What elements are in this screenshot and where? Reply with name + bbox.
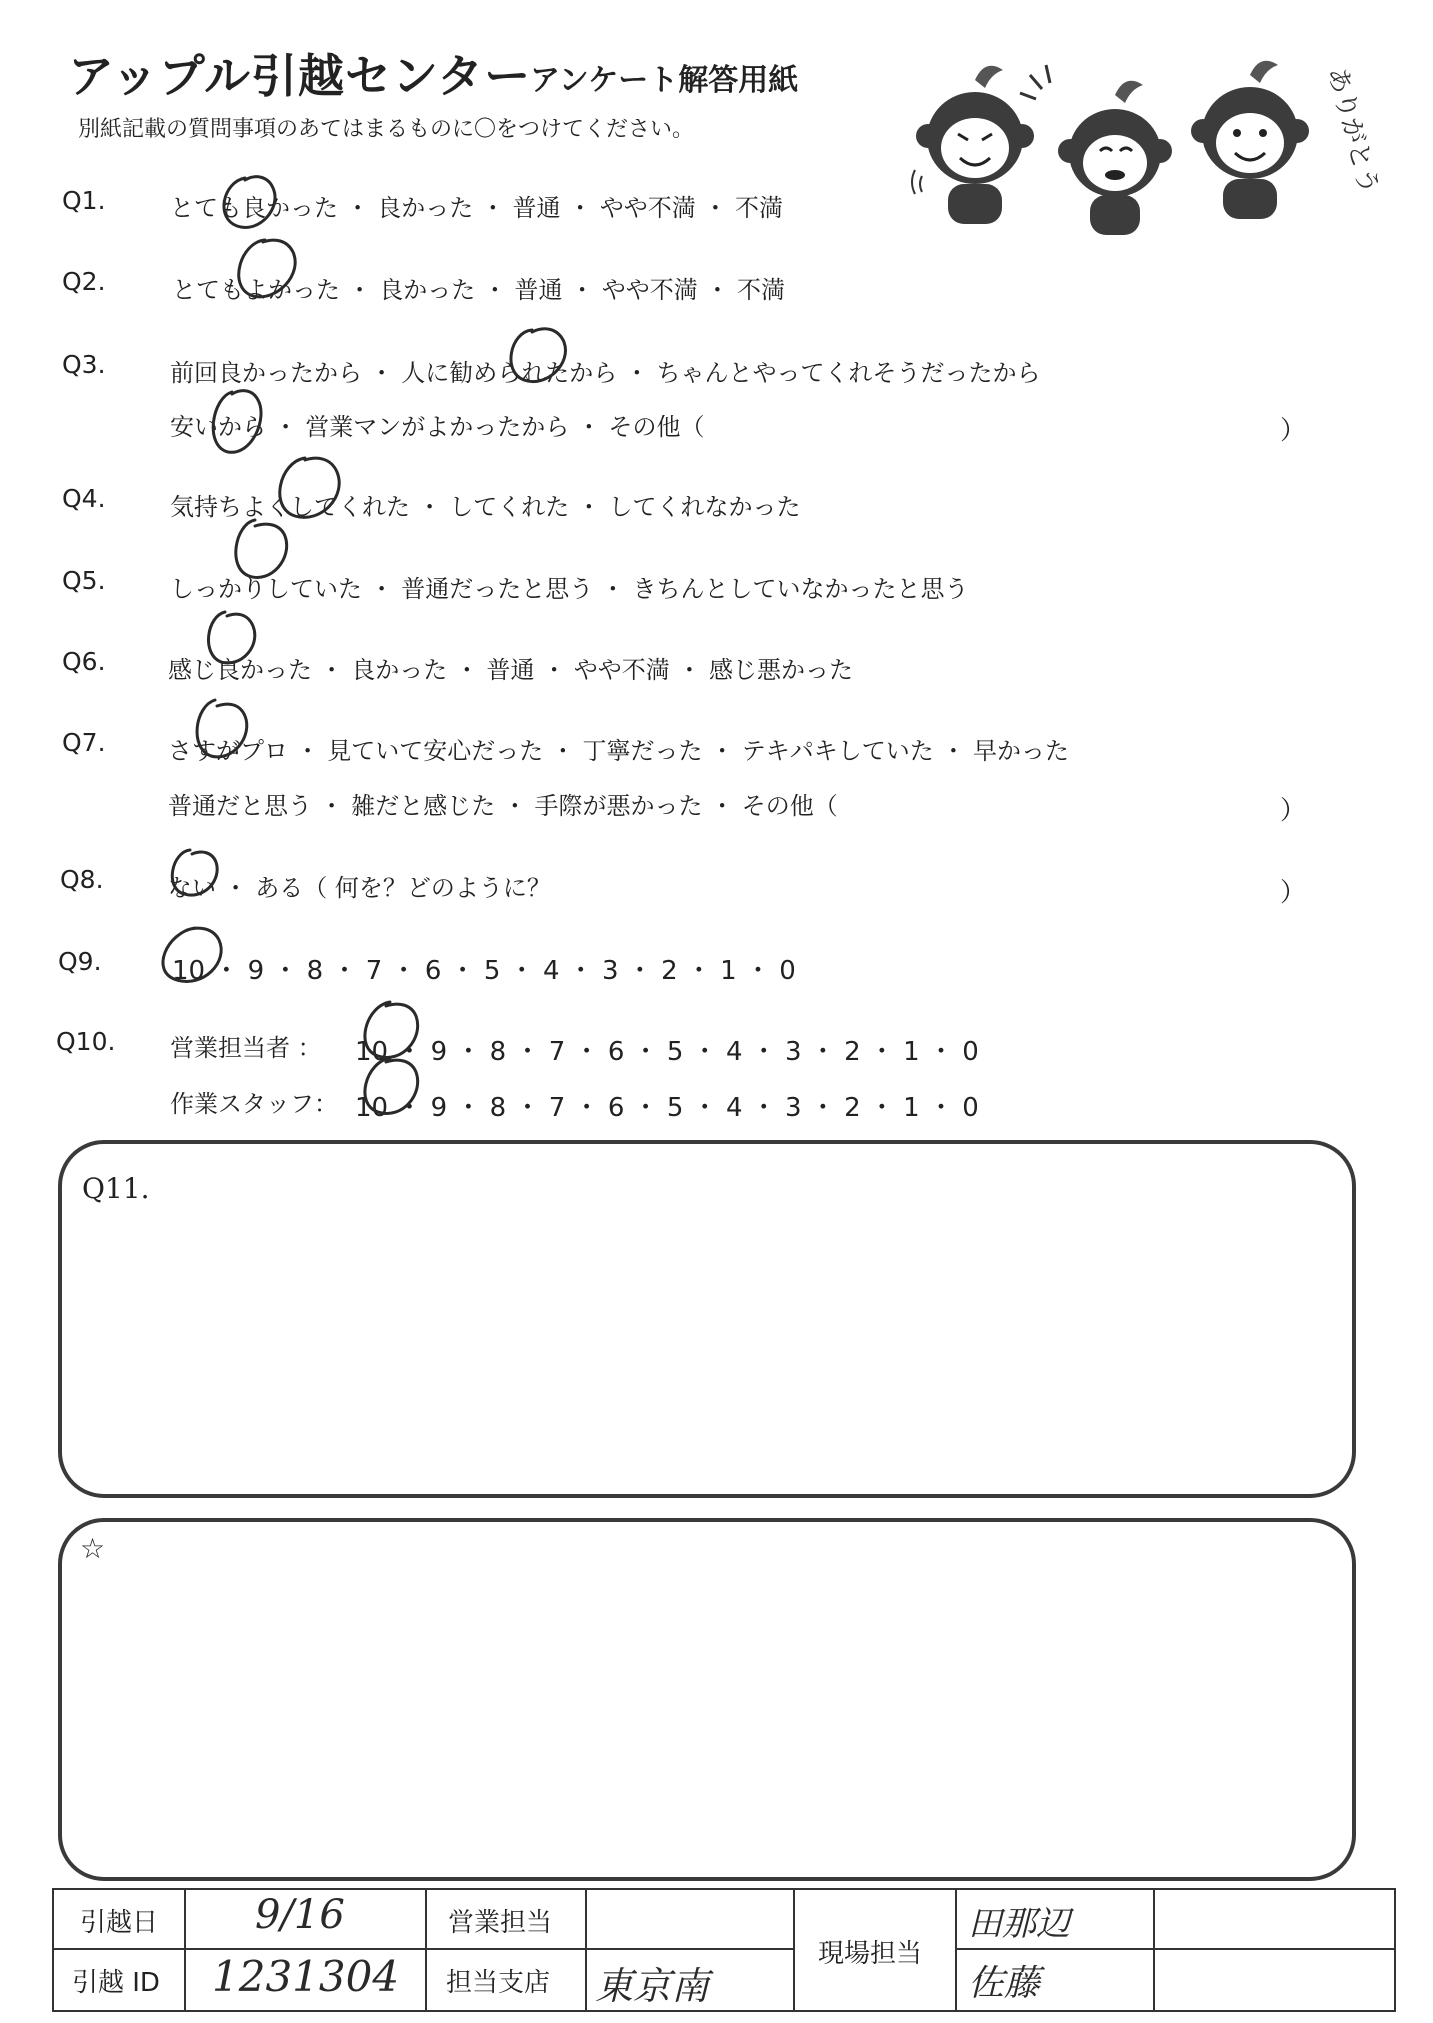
- q4-options[interactable]: 気持ちよくしてくれた ・ してくれた ・ してくれなかった: [170, 493, 801, 521]
- q7-options[interactable]: さすがプロ ・ 見ていて安心だった ・ 丁寧だった ・ テキパキしていた ・ 早かった: [168, 737, 1070, 765]
- q7-close-paren: ）: [1280, 796, 1307, 826]
- move-date-value[interactable]: 9/16: [255, 1892, 345, 1938]
- q2-options[interactable]: とてもよかった ・ 良かった ・ 普通 ・ やや不満 ・ 不満: [172, 276, 786, 304]
- q3-answer-circle: [511, 329, 566, 382]
- q3-close-paren: ）: [1280, 416, 1307, 446]
- q4-answer-circle: [280, 458, 339, 517]
- q10-sales-label: 営業担当者 ：: [170, 1034, 322, 1062]
- form-title: アンケート解答用紙: [530, 63, 799, 98]
- q3-options[interactable]: 前回良かったから ・ 人に勧められたから ・ ちゃんとやってくれそうだったから: [170, 359, 1041, 387]
- q10-sales-scale[interactable]: 10 ・ 9 ・ 8 ・ 7 ・ 6 ・ 5 ・ 4 ・ 3 ・ 2 ・ 1 ・ 0: [355, 1037, 979, 1067]
- q7-answer-circle: [197, 700, 247, 757]
- site-staff-value-1[interactable]: 田那辺: [968, 1904, 1070, 1944]
- q7-options-line2[interactable]: 普通だと思う ・ 雑だと感じた ・ 手際が悪かった ・ その他（: [168, 792, 838, 820]
- q1-options[interactable]: とても良かった ・ 良かった ・ 普通 ・ やや不満 ・ 不満: [170, 194, 784, 222]
- company-name: アップル引越センター: [68, 49, 532, 103]
- move-id-value[interactable]: 1231304: [212, 1952, 400, 2001]
- site-staff-value-2[interactable]: 佐藤: [968, 1963, 1041, 2004]
- q5-answer-circle: [236, 520, 287, 577]
- q8-answer-circle: [172, 850, 217, 895]
- branch-label: 担当支店: [446, 1968, 551, 1998]
- q5-options[interactable]: しっかりしていた ・ 普通だったと思う ・ きちんとしていなかったと思う: [170, 575, 969, 603]
- q6-answer-circle: [209, 612, 255, 663]
- q10-number: Q10.: [56, 1027, 116, 1056]
- q8-number: Q8.: [60, 865, 104, 894]
- q8-options[interactable]: ない ・ ある（ 何を？どのように？: [168, 874, 551, 902]
- move-id-label: 引越 ID: [72, 1968, 160, 1998]
- q9-number: Q9.: [58, 947, 102, 976]
- q10-sales-circle: [365, 1002, 418, 1057]
- q8-close-paren: ）: [1280, 878, 1307, 908]
- q7-number: Q7.: [62, 728, 106, 757]
- q1-answer-circle: [224, 177, 275, 228]
- q10-staff-label: 作業スタッフ：: [170, 1090, 338, 1118]
- star-label: ☆: [80, 1532, 106, 1565]
- q6-number: Q6.: [62, 647, 106, 676]
- q3-options-line2[interactable]: 安いから ・ 営業マンがよかったから ・ その他（: [170, 413, 705, 441]
- q11-label: Q11.: [82, 1172, 150, 1205]
- q2-answer-circle: [239, 240, 295, 297]
- q10-staff-circle: [365, 1058, 418, 1113]
- q5-number: Q5.: [62, 566, 106, 595]
- q10-staff-scale[interactable]: 10 ・ 9 ・ 8 ・ 7 ・ 6 ・ 5 ・ 4 ・ 3 ・ 2 ・ 1 ・ 0: [355, 1093, 979, 1123]
- q2-number: Q2.: [62, 267, 106, 296]
- sales-rep-label: 営業担当: [448, 1908, 553, 1938]
- move-date-label: 引越日: [80, 1908, 159, 1938]
- mascot-text: ありがとう: [1321, 64, 1384, 198]
- q1-number: Q1.: [62, 186, 106, 215]
- instruction-text: 別紙記載の質問事項のあてはまるものに〇をつけてください。: [78, 117, 695, 142]
- q3-number: Q3.: [62, 350, 106, 379]
- q9-scale[interactable]: 10 ・ 9 ・ 8 ・ 7 ・ 6 ・ 5 ・ 4 ・ 3 ・ 2 ・ 1 ・ 0: [172, 956, 796, 986]
- branch-value[interactable]: 東京南: [595, 1964, 710, 2008]
- q4-number: Q4.: [62, 484, 106, 513]
- site-staff-label: 現場担当: [818, 1939, 923, 1969]
- q6-options[interactable]: 感じ良かった ・ 良かった ・ 普通 ・ やや不満 ・ 感じ悪かった: [168, 656, 854, 684]
- q3-second-circle: [213, 391, 261, 453]
- q9-answer-circle: [163, 928, 221, 981]
